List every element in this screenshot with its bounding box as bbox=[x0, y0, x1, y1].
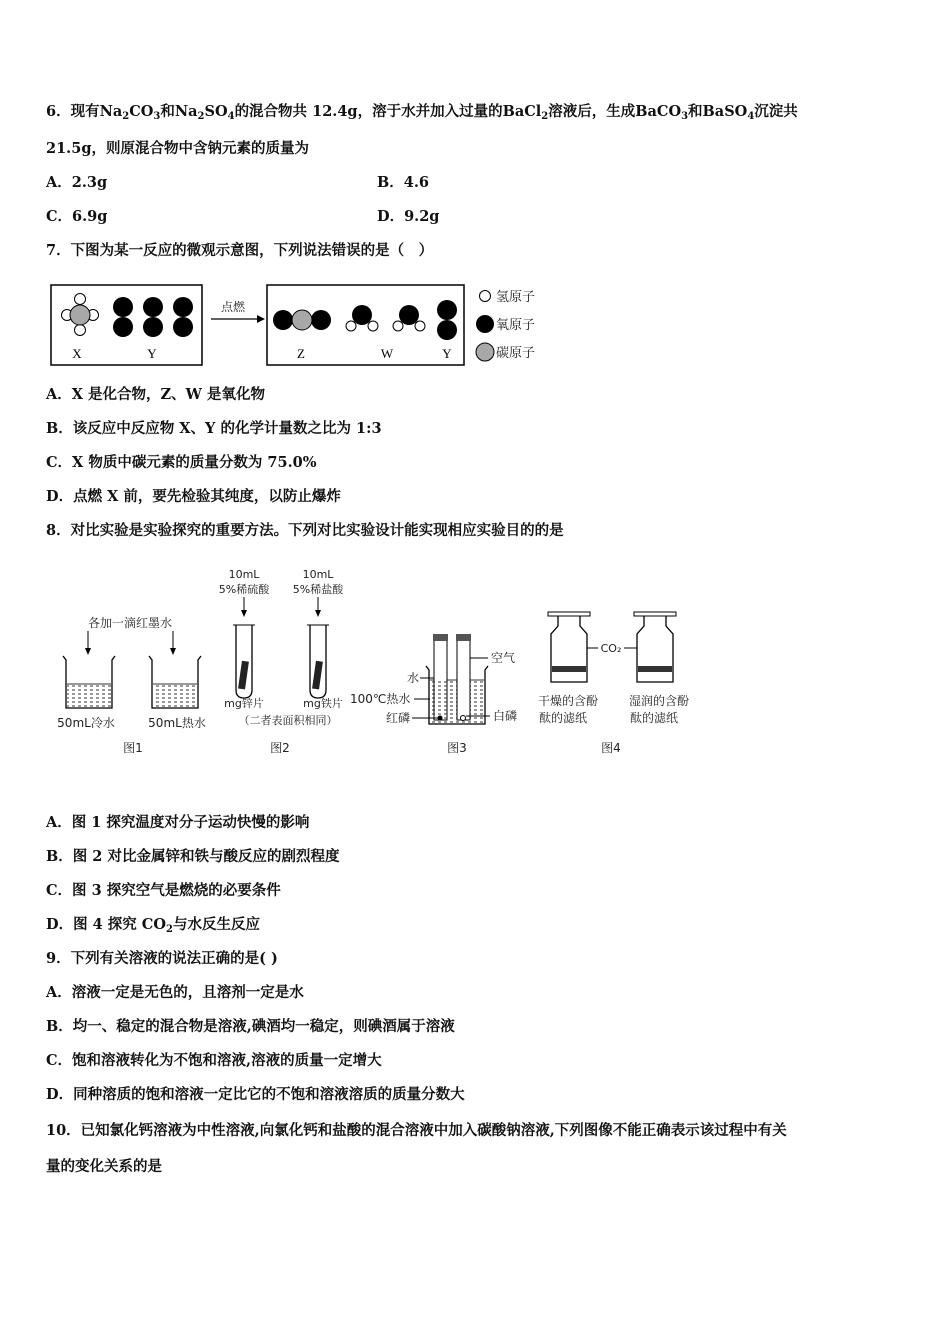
fig1-right-label: 50mL热水 bbox=[148, 716, 206, 730]
q9-option-c[interactable]: C．饱和溶液转化为不饱和溶液,溶液的质量一定增大 bbox=[46, 1052, 382, 1069]
q9-option-a[interactable]: A．溶液一定是无色的，且溶剂一定是水 bbox=[46, 984, 304, 1001]
fig4-bottle-dry bbox=[551, 616, 587, 682]
fig4-dry-label-1: 干燥的含酚 bbox=[537, 694, 599, 708]
legend-carbon-label: 碳原子 bbox=[496, 346, 536, 361]
q7-label-y1: Y bbox=[147, 346, 157, 361]
fig4-wet-label-1: 湿润的含酚 bbox=[628, 694, 690, 708]
q8-stem: 8．对比实验是实验探究的重要方法。下列对比实验设计能实现相应实验目的的是 bbox=[46, 522, 564, 539]
q7-label-y2: Y bbox=[442, 346, 452, 361]
q7-option-d[interactable]: D．点燃 X 前，要先检验其纯度，以防止爆炸 bbox=[46, 488, 341, 505]
q7-label-w: W bbox=[380, 346, 394, 361]
q7-stem: 7．下图为某一反应的微观示意图，下列说法错误的是（ ） bbox=[46, 242, 434, 259]
fig1-top-label: 各加一滴红墨水 bbox=[87, 616, 173, 630]
fig3-white-phosphorus-label: 白磷 bbox=[493, 709, 518, 723]
fig2-iron-label: mg铁片 bbox=[303, 697, 343, 710]
q7-arrow-label: 点燃 bbox=[220, 300, 246, 314]
fig3-air-label: 空气 bbox=[491, 651, 516, 665]
fig4-caption: 图4 bbox=[601, 741, 621, 755]
fig3-water-label: 水 bbox=[407, 671, 420, 685]
fig3-hot-water-label: 100℃热水 bbox=[350, 692, 411, 706]
q8-figure-1 bbox=[57, 615, 206, 755]
fig2-zinc-label: mg锌片 bbox=[224, 697, 264, 710]
fig2-acid2-volume: 10mL bbox=[302, 568, 334, 581]
q10-stem-line2: 量的变化关系的是 bbox=[46, 1158, 162, 1175]
q6-option-a[interactable]: A．2.3g bbox=[46, 174, 108, 191]
fig2-note: （二者表面积相同） bbox=[238, 714, 338, 727]
q6-stem-line2: 21.5g，则原混合物中含钠元素的质量为 bbox=[46, 140, 309, 157]
q8-option-a[interactable]: A．图 1 探究温度对分子运动快慢的影响 bbox=[46, 814, 310, 831]
fig1-left-label: 50mL冷水 bbox=[57, 716, 115, 730]
fig3-tube-right bbox=[457, 638, 470, 720]
q6-option-d[interactable]: D．9.2g bbox=[377, 208, 440, 225]
q6-option-b[interactable]: B．4.6 bbox=[377, 174, 429, 191]
q8-figure-3 bbox=[350, 634, 517, 755]
fig1-caption: 图1 bbox=[123, 741, 143, 755]
fig3-red-phosphorus-label: 红磷 bbox=[386, 711, 411, 725]
fig4-wet-label-2: 酞的滤纸 bbox=[629, 711, 679, 725]
fig4-co2-label: CO₂ bbox=[600, 642, 622, 655]
fig3-caption: 图3 bbox=[447, 741, 467, 755]
fig2-acid1-label: 5%稀硫酸 bbox=[218, 583, 270, 596]
q9-option-d[interactable]: D．同种溶质的饱和溶液一定比它的不饱和溶液溶质的质量分数大 bbox=[46, 1086, 465, 1103]
q8-figure-2 bbox=[219, 568, 344, 755]
fig2-caption: 图2 bbox=[270, 741, 290, 755]
q7-option-c[interactable]: C．X 物质中碳元素的质量分数为 75.0% bbox=[46, 454, 317, 471]
fig4-dry-label-2: 酞的滤纸 bbox=[538, 711, 588, 725]
q7-option-b[interactable]: B．该反应中反应物 X、Y 的化学计量数之比为 1:3 bbox=[46, 420, 382, 437]
q9-stem: 9．下列有关溶液的说法正确的是( ) bbox=[46, 950, 278, 967]
q6-option-c[interactable]: C．6.9g bbox=[46, 208, 108, 225]
fig2-acid1-volume: 10mL bbox=[228, 568, 260, 581]
q7-option-a[interactable]: A．X 是化合物，Z、W 是氧化物 bbox=[46, 386, 265, 403]
legend-hydrogen-label: 氢原子 bbox=[496, 290, 536, 305]
fig2-acid2-label: 5%稀盐酸 bbox=[292, 583, 344, 596]
q8-figure-4 bbox=[538, 612, 689, 755]
q7-label-z: Z bbox=[297, 346, 305, 361]
q8-option-b[interactable]: B．图 2 对比金属锌和铁与酸反应的剧烈程度 bbox=[46, 848, 340, 865]
q8-option-d[interactable]: D．图 4 探究 $CO_2$与水反生反应 bbox=[46, 916, 260, 935]
q10-stem-line1: 10．已知氯化钙溶液为中性溶液,向氯化钙和盐酸的混合溶液中加入碳酸钠溶液,下列图像不能正确表示该过程中有关 bbox=[46, 1122, 787, 1139]
legend-oxygen-label: 氧原子 bbox=[496, 318, 536, 333]
q9-option-b[interactable]: B．均一、稳定的混合物是溶液,碘酒均一稳定，则碘酒属于溶液 bbox=[46, 1018, 455, 1035]
fig4-bottle-wet bbox=[637, 616, 673, 682]
q6-stem-line1: 6．现有$Na_2CO_3$和$Na_2SO_4$的混合物共 12.4g，溶于水并加入过量的BaCl$_2$溶液后，生成BaCO$_3$和BaSO$_4$沉淀共 bbox=[46, 103, 798, 122]
q8-option-c[interactable]: C．图 3 探究空气是燃烧的必要条件 bbox=[46, 882, 281, 899]
q7-label-x: X bbox=[72, 346, 82, 361]
